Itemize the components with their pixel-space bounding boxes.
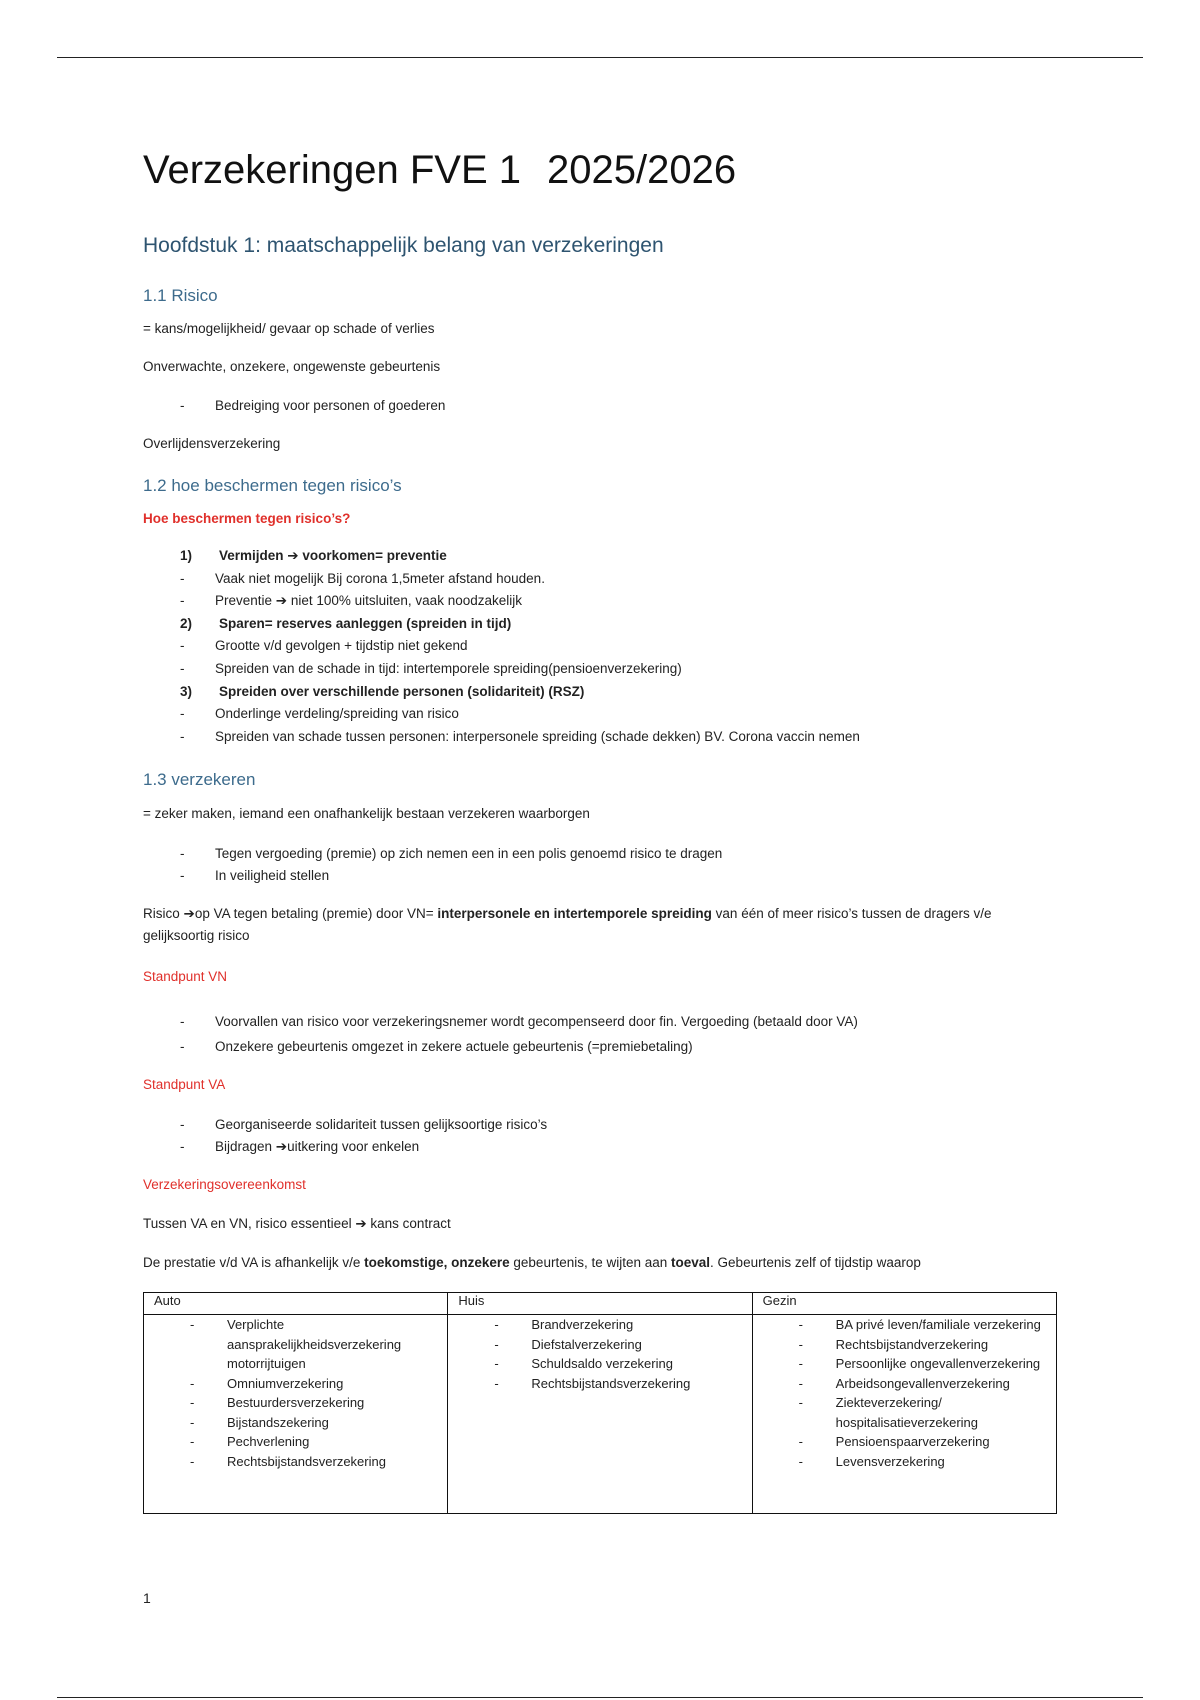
list-item: - Bestuurdersverzekering — [144, 1393, 447, 1413]
table-header-row — [144, 1293, 1057, 1315]
section-heading-1-1: 1.1 Risico — [143, 286, 218, 305]
paragraph: Overlijdensverzekering — [143, 436, 281, 451]
insurance-table — [143, 1292, 1057, 1514]
agreement-heading: Verzekeringsovereenkomst — [143, 1177, 306, 1192]
list-item: - Verplichte aansprakelijkheidsverzekering motorrijtuigen — [144, 1315, 447, 1374]
list-item: - Arbeidsongevallenverzekering — [753, 1374, 1056, 1394]
huis-list — [448, 1315, 751, 1393]
huis-cell — [448, 1315, 752, 1514]
auto-cell — [144, 1315, 448, 1514]
standpoint-va-heading: Standpunt VA — [143, 1077, 226, 1092]
list-item: - Pensioenspaarverzekering — [753, 1432, 1056, 1452]
list-item: - Diefstalverzekering — [448, 1335, 751, 1355]
auto-list — [144, 1315, 447, 1471]
list-item: - Persoonlijke ongevallenverzekering — [753, 1354, 1056, 1374]
standpoint-vn-heading: Standpunt VN — [143, 969, 228, 984]
gezin-list — [753, 1315, 1056, 1471]
paragraph: Tussen VA en VN, risico essentieel ➔ kans contract — [143, 1216, 451, 1231]
list-item: - Bijstandszekering — [144, 1413, 447, 1433]
paragraph: = zeker maken, iemand een onafhankelijk bestaan verzekeren waarborgen — [143, 806, 590, 821]
table-row — [144, 1315, 1057, 1514]
risk-paragraph: Risico ➔op VA tegen betaling (premie) door VN= interpersonele en intertemporele spreiding van één of meer risico’s tussen de dragers v/e gelijksoortig risico — [143, 906, 992, 943]
chapter-heading: Hoofdstuk 1: maatschappelijk belang van verzekeringen — [143, 234, 664, 257]
list-item: - Levensverzekering — [753, 1452, 1056, 1472]
gezin-cell — [752, 1315, 1056, 1514]
section-heading-1-2: 1.2 hoe beschermen tegen risico’s — [143, 476, 402, 495]
list-item: - Pechverlening — [144, 1432, 447, 1452]
document-title: Verzekeringen FVE 1 2025/2026 — [143, 148, 737, 192]
page-number: 1 — [143, 1590, 151, 1606]
column-header-auto: Auto — [144, 1293, 448, 1315]
list-item: - Schuldsaldo verzekering — [448, 1354, 751, 1374]
section-heading-1-3: 1.3 verzekeren — [143, 770, 256, 789]
list-item: - BA privé leven/familiale verzekering — [753, 1315, 1056, 1335]
paragraph: Onverwachte, onzekere, ongewenste gebeurtenis — [143, 359, 441, 374]
list-item: - Ziekteverzekering/ hospitalisatieverzekering — [753, 1393, 1056, 1432]
list-item: - Rechtsbijstandsverzekering — [448, 1374, 751, 1394]
footer-rule — [57, 1697, 1143, 1698]
list-item: - Omniumverzekering — [144, 1374, 447, 1394]
list-item: - Brandverzekering — [448, 1315, 751, 1335]
list-item: - Rechtsbijstandverzekering — [753, 1335, 1056, 1355]
paragraph: = kans/mogelijkheid/ gevaar op schade of verlies — [143, 321, 435, 336]
column-header-huis: Huis — [448, 1293, 752, 1315]
list-item: - Rechtsbijstandsverzekering — [144, 1452, 447, 1472]
column-header-gezin: Gezin — [752, 1293, 1056, 1315]
paragraph: De prestatie v/d VA is afhankelijk v/e toekomstige, onzekere gebeurtenis, te wijten aan toeval. Gebeurtenis zelf of tijdstip waarop — [143, 1255, 921, 1270]
header-rule — [57, 57, 1143, 58]
page-content: Verzekeringen FVE 1 2025/2026 Hoofdstuk 1: maatschappelijk belang van verzekeringen 1.1 Risico = kans/mogelijkheid/ gevaar op schade of verlies Onverwachte, onzekere, ongewenste gebeurtenis - Bedreiging voor personen of goederen Overlijdensverzekering 1.2 hoe beschermen tegen risico’s Hoe beschermen tegen risico’s? 1) Vermijden ➔ voorkomen= preventie - Vaak niet mogelijk Bij corona 1,5meter afstand houden. - Preventie ➔ niet 100% uitsluiten, vaak noodzakelijk 2) Sparen= reserves aanleggen (spreiden in tijd) - Grootte v/d gevolgen + tijdstip niet gekend - Spreiden van de schade in tijd: intertemporele spreiding(pensioenverzekering) 3) Spreiden over verschillende personen (solidariteit) (RSZ) - Onderlinge verdeling/spreiding van risico - Spreiden van schade tussen personen: interpersonele spreiding (schade dekken) BV. Corona vaccin nemen 1.3 verzekeren = zeker maken, iemand een onafhankelijk bestaan verzekeren waarborgen - Tegen vergoeding (premie) op zich nemen een in een polis genoemd risico te dragen - In veiligheid stellen Risico ➔op VA tegen betaling (premie) door VN= interpersonele en intertemporele spreiding van één of meer risico’s tussen de dragers v/e gelijksoortig risico Standpunt VN - Voorvallen van risico voor verzekeringsnemer wordt gecompenseerd door fin. Vergoeding (betaald door VA) - Onzekere gebeurtenis omgezet in zekere actuele gebeurtenis (=premiebetaling) Standpunt VA - Georganiseerde solidariteit tussen gelijksoortige risico’s - Bijdragen ➔uitkering voor enkelen Verzekeringsovereenkomst Tussen VA en VN, risico essentieel ➔ kans contract De prestatie v/d VA is afhankelijk v/e toekomstige, onzekere gebeurtenis, te wijten aan toeval. Gebeurtenis zelf of tijdstip waarop Auto Huis Gezin - Verplichte aansprakelijkheidsverzekering motorrijtuigen - Omniumverzekering - Bestuurdersverzekering - Bijstandszekering - Pechverlening - Rechtsbijstandsverzekering - Brandverzekering - Diefstalverzekering - Schuldsaldo verzekering - Rechtsbijstandsverzekering - BA privé leven/familiale verzekering - Rechtsbijstandverzekering - Persoonlijke ongevallenverzekering - Arbeidsongevallenverzekering - Ziekteverzekering/ hospitalisatieverzekering - Pensioenspaarverzekering - Levensverzekering — [143, 140, 1057, 200]
subheading: Hoe beschermen tegen risico’s? — [143, 511, 351, 526]
